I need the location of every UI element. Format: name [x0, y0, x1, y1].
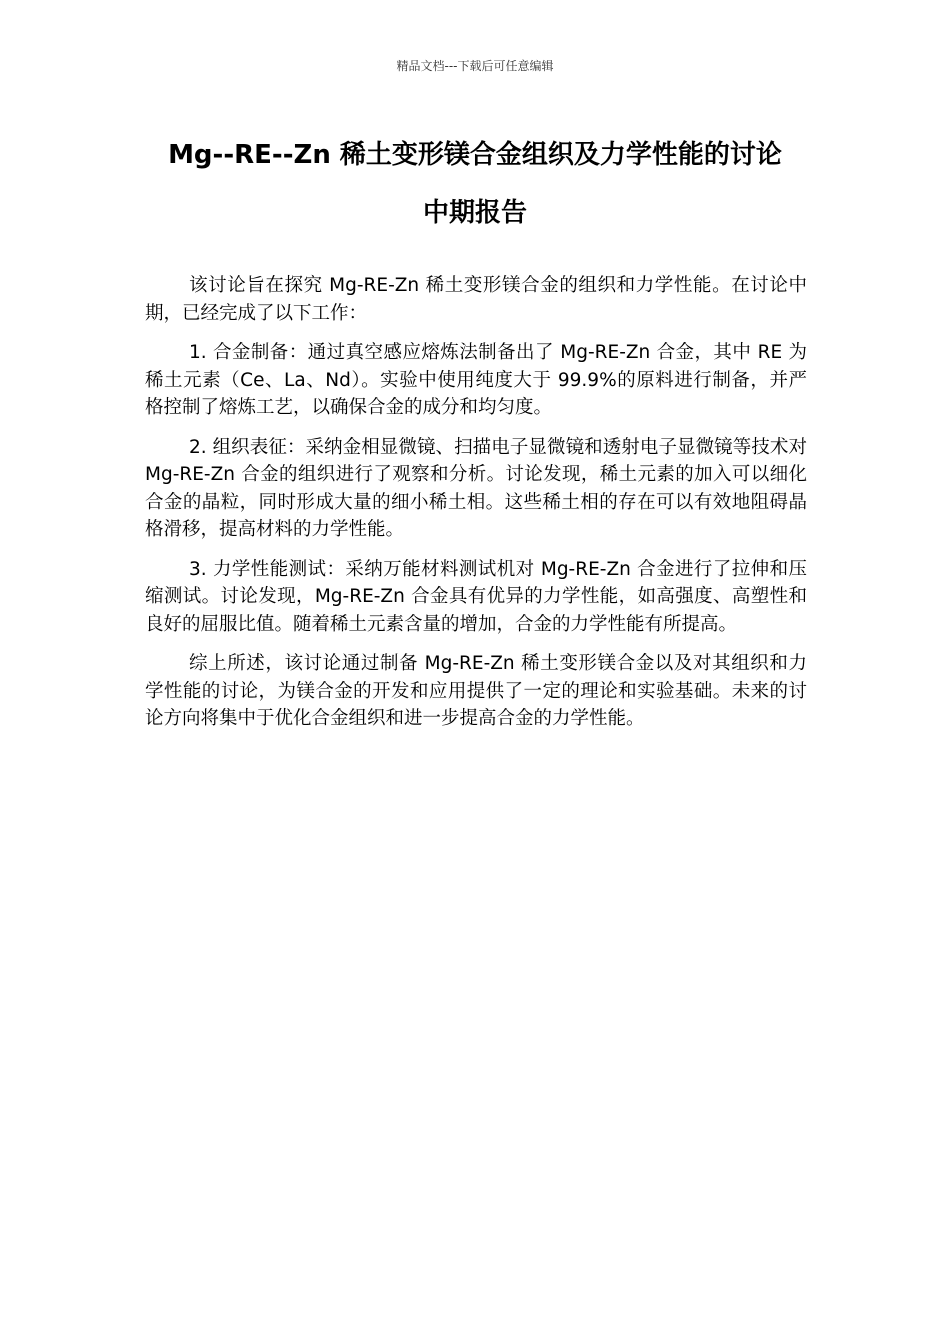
paragraph-alloy-preparation: 1. 合金制备：通过真空感应熔炼法制备出了 Mg-RE-Zn 合金，其中 RE 为稀土元素（Ce、La、Nd）。实验中使用纯度大于 99.9%的原料进行制备，并严格控制了熔炼工艺，以确保合金的成分和均匀度。: [145, 342, 807, 418]
paragraph-intro: 该讨论旨在探究 Mg-RE-Zn 稀土变形镁合金的组织和力学性能。在讨论中期，已经完成了以下工作：: [145, 275, 807, 324]
header-note: 精品文档---下载后可任意编辑: [396, 59, 554, 73]
document-subtitle: 中期报告: [422, 198, 527, 228]
paragraph-microstructure: 2. 组织表征：采纳金相显微镜、扫描电子显微镜和透射电子显微镜等技术对 Mg-RE-Zn 合金的组织进行了观察和分析。讨论发现，稀土元素的加入可以细化合金的晶粒，同时形成大量的细小稀土相。这些稀土相的存在可以有效地阻碍晶格滑移，提高材料的力学性能。: [145, 436, 807, 540]
paragraph-mechanical-testing: 3. 力学性能测试：采纳万能材料测试机对 Mg-RE-Zn 合金进行了拉伸和压缩测试。讨论发现，Mg-RE-Zn 合金具有优异的力学性能，如高强度、高塑性和良好的屈服比值。随着稀土元素含量的增加，合金的力学性能有所提高。: [145, 558, 807, 635]
document-body: [145, 272, 807, 745]
document-title: Mg--RE--Zn 稀土变形镁合金组织及力学性能的讨论: [168, 140, 782, 170]
paragraph-conclusion: 综上所述，该讨论通过制备 Mg-RE-Zn 稀土变形镁合金以及对其组织和力学性能的讨论，为镁合金的开发和应用提供了一定的理论和实验基础。未来的讨论方向将集中于优化合金组织和进一步提高合金的力学性能。: [145, 653, 807, 729]
